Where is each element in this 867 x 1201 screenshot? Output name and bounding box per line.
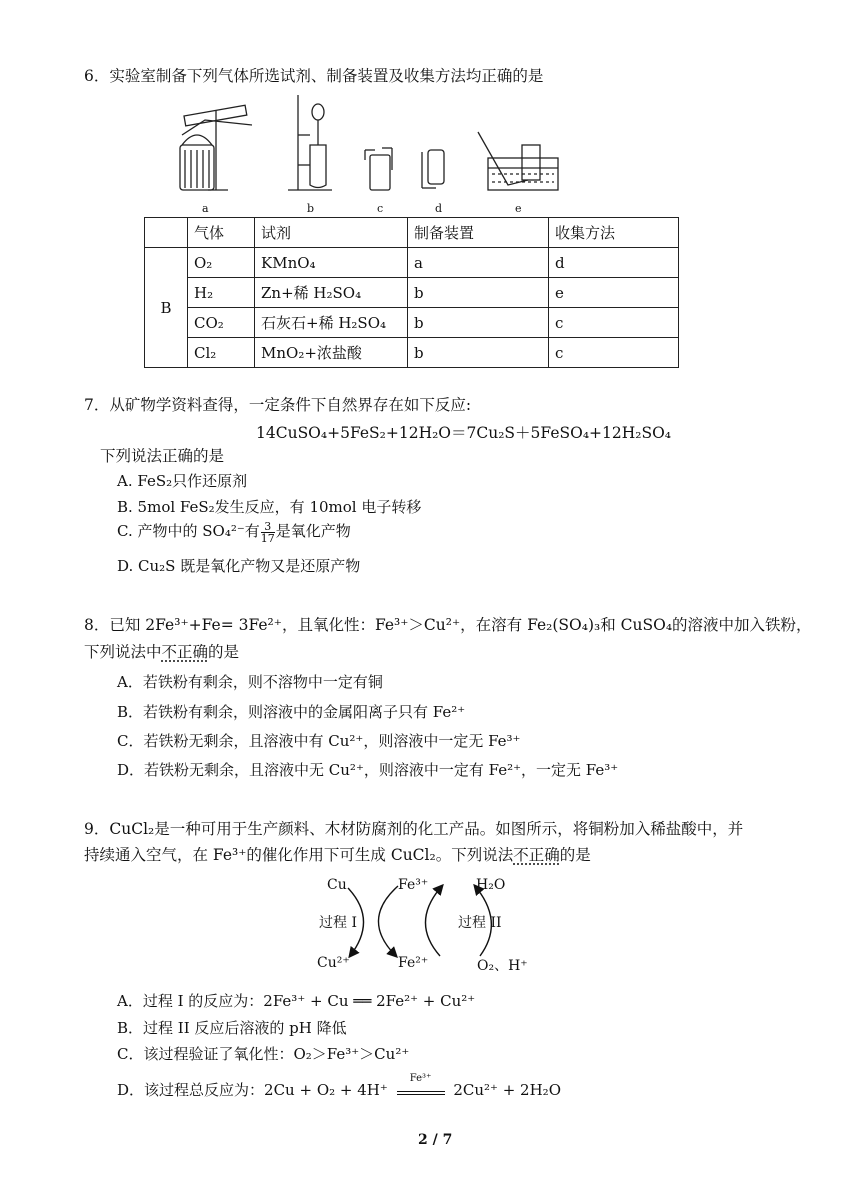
q9-option-a: A．过程 I 的反应为：2Fe³⁺ + Cu ══ 2Fe²⁺ + Cu²⁺: [117, 992, 476, 1010]
q7-option-c-pre: C. 产物中的 SO₄²⁻有: [117, 522, 260, 540]
q9-option-d-post: 2Cu²⁺ + 2H₂O: [453, 1081, 561, 1099]
fraction: [261, 521, 275, 544]
process2-arrow-fe: [425, 886, 442, 956]
q9-option-b: B．过程 II 反应后溶液的 pH 降低: [117, 1019, 347, 1037]
apparatus-label-a: a: [202, 202, 209, 215]
table-cell: Zn+稀 H₂SO₄: [255, 278, 408, 308]
option-b-label: B: [145, 248, 188, 368]
q8-stem-post: 的是: [208, 643, 240, 661]
table-cell: b: [408, 338, 549, 368]
q8-stem-line1: 8．已知 2Fe³⁺+Fe= 3Fe²⁺，且氧化性：Fe³⁺＞Cu²⁺，在溶有 Fe₂(SO₄)₃和 CuSO₄的溶液中加入铁粉，: [84, 616, 812, 634]
apparatus-a: [180, 105, 252, 190]
q6-table: [144, 217, 679, 368]
q9-stem-post: 的是: [559, 846, 591, 864]
q8-stem-emphasis: 不正确: [161, 643, 209, 661]
table-header-cell: 气体: [188, 218, 255, 248]
page-number: 2 / 7: [418, 1132, 453, 1148]
q7-option-b: B. 5mol FeS₂发生反应，有 10mol 电子转移: [117, 498, 422, 516]
table-cell: O₂: [188, 248, 255, 278]
apparatus-b: [288, 95, 332, 190]
diagram-process2: 过程 II: [458, 915, 502, 931]
diagram-cu: Cu: [327, 877, 347, 893]
q8-option-c: C．若铁粉无剩余，且溶液中有 Cu²⁺，则溶液中一定无 Fe³⁺: [117, 732, 521, 750]
table-cell: b: [408, 278, 549, 308]
q9-option-c: C．该过程验证了氧化性：O₂＞Fe³⁺＞Cu²⁺: [117, 1045, 410, 1063]
table-cell: c: [549, 338, 679, 368]
apparatus-figure: [160, 90, 570, 198]
q7-equation: 14CuSO₄+5FeS₂+12H₂O＝7Cu₂S＋5FeSO₄+12H₂SO₄: [256, 424, 672, 442]
diagram-o2-h: O₂、H⁺: [477, 958, 528, 974]
apparatus-label-e: e: [515, 202, 522, 215]
apparatus-e: [478, 132, 558, 190]
apparatus-d: [422, 150, 444, 188]
table-row: [145, 278, 679, 308]
q7-stem: 7．从矿物学资料查得，一定条件下自然界存在如下反应:: [84, 396, 472, 414]
table-cell: 石灰石+稀 H₂SO₄: [255, 308, 408, 338]
q8-option-d: D．若铁粉无剩余，且溶液中无 Cu²⁺，则溶液中一定有 Fe²⁺，一定无 Fe³⁺: [117, 761, 619, 779]
table-header-cell: 制备装置: [408, 218, 549, 248]
q6-stem: 6．实验室制备下列气体所选试剂、制备装置及收集方法均正确的是: [84, 67, 544, 85]
diagram-fe2: Fe²⁺: [398, 955, 429, 971]
table-cell: KMnO₄: [255, 248, 408, 278]
table-cell: e: [549, 278, 679, 308]
table-cell: H₂: [188, 278, 255, 308]
table-cell: MnO₂+浓盐酸: [255, 338, 408, 368]
table-header-cell: 试剂: [255, 218, 408, 248]
table-row: [145, 248, 679, 278]
table-row: [145, 338, 679, 368]
apparatus-c: [365, 148, 392, 190]
table-cell: d: [549, 248, 679, 278]
table-cell: a: [408, 248, 549, 278]
q8-stem-pre: 下列说法中: [84, 643, 162, 661]
table-cell: c: [549, 308, 679, 338]
fraction-numerator: 3: [261, 521, 275, 533]
q9-stem-pre: 持续通入空气，在 Fe³⁺的催化作用下可生成 CuCl₂。下列说法: [84, 846, 514, 864]
q9-stem-line2: [84, 843, 591, 865]
table-header-cell: [145, 218, 188, 248]
diagram-fe3: Fe³⁺: [398, 877, 429, 893]
q7-option-c: [117, 520, 351, 544]
q8-option-b: B．若铁粉有剩余，则溶液中的金属阳离子只有 Fe²⁺: [117, 703, 466, 721]
fraction-denominator: 17: [260, 531, 275, 545]
process1-arrow-fe: [378, 886, 398, 956]
catalyst-label: Fe³⁺: [409, 1073, 432, 1084]
catalyst-arrow: [397, 1073, 445, 1095]
q7-option-d: D. Cu₂S 既是氧化产物又是还原产物: [117, 557, 361, 575]
table-header-row: [145, 218, 679, 248]
diagram-h2o: H₂O: [476, 877, 506, 893]
diagram-cu2: Cu²⁺: [317, 955, 350, 971]
q7-option-a: A. FeS₂只作还原剂: [117, 472, 248, 490]
diagram-process1: 过程 I: [319, 915, 357, 931]
q9-option-d: [117, 1073, 561, 1100]
q9-option-d-pre: D．该过程总反应为：2Cu + O₂ + 4H⁺: [117, 1081, 388, 1099]
table-header-cell: 收集方法: [549, 218, 679, 248]
q8-stem-line2: [84, 640, 239, 662]
apparatus-label-d: d: [435, 202, 443, 215]
q9-stem-line1: 9．CuCl₂是一种可用于生产颜料、木材防腐剂的化工产品。如图所示，将铜粉加入稀盐酸中，并: [84, 820, 744, 838]
table-cell: Cl₂: [188, 338, 255, 368]
table-row: [145, 308, 679, 338]
equals-bar: [397, 1091, 445, 1095]
q9-stem-emphasis: 不正确: [513, 846, 560, 864]
table-cell: CO₂: [188, 308, 255, 338]
apparatus-label-b: b: [307, 202, 315, 215]
table-cell: b: [408, 308, 549, 338]
apparatus-label-c: c: [377, 202, 384, 215]
q8-option-a: A．若铁粉有剩余，则不溶物中一定有铜: [117, 673, 383, 691]
q7-option-c-post: 是氧化产物: [275, 522, 351, 540]
q7-prompt: 下列说法正确的是: [100, 447, 225, 465]
